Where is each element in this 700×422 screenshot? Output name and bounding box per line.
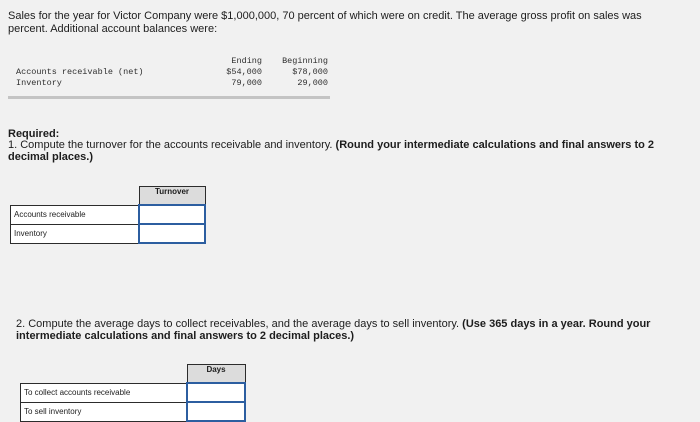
turnover-header: Turnover xyxy=(139,187,205,206)
balance-row-label: Accounts receivable (net) xyxy=(16,67,144,77)
balance-row-beginning: 29,000 xyxy=(297,78,328,88)
balance-row-ending: $54,000 xyxy=(226,67,262,77)
question-2 xyxy=(16,318,696,342)
intro-line-1: Sales for the year for Victor Company were $1,000,000, 70 percent of which were on credit. The average gross profit on sales was xyxy=(8,10,642,22)
inventory-turnover-input[interactable] xyxy=(139,224,205,243)
question-2-text: 2. Compute the average days to collect receivables, and the average days to sell inventory. xyxy=(16,318,460,330)
days-row-label: To collect accounts receivable xyxy=(21,383,188,402)
header-blank xyxy=(11,187,140,206)
days-to-sell-input[interactable] xyxy=(187,402,245,421)
days-header: Days xyxy=(187,365,245,384)
question-1 xyxy=(8,139,698,163)
problem-intro xyxy=(8,10,700,36)
intro-line-2: percent. Additional account balances were: xyxy=(8,23,218,35)
turnover-table xyxy=(10,186,206,244)
account-balances-table xyxy=(8,52,330,99)
question-1-instruction: (Round your intermediate calculations and final answers to 2 decimal places.) xyxy=(8,139,654,163)
header-blank xyxy=(21,365,188,384)
days-to-collect-input[interactable] xyxy=(187,383,245,402)
accounts-receivable-turnover-input[interactable] xyxy=(139,205,205,224)
beginning-header: Beginning xyxy=(282,56,328,66)
days-row-label: To sell inventory xyxy=(21,402,188,421)
question-1-text: 1. Compute the turnover for the accounts receivable and inventory. xyxy=(8,139,333,151)
ending-header: Ending xyxy=(231,56,262,66)
balance-row-label: Inventory xyxy=(16,78,62,88)
balance-row-ending: 79,000 xyxy=(231,78,262,88)
balance-row-beginning: $78,000 xyxy=(292,67,328,77)
days-table xyxy=(20,364,246,422)
turnover-row-label: Inventory xyxy=(11,224,140,243)
question-2-instruction: (Use 365 days in a year. Round your intermediate calculations and final answers to 2 decimal places.) xyxy=(16,318,651,342)
turnover-row-label: Accounts receivable xyxy=(11,205,140,224)
required-heading: Required: xyxy=(8,128,60,140)
